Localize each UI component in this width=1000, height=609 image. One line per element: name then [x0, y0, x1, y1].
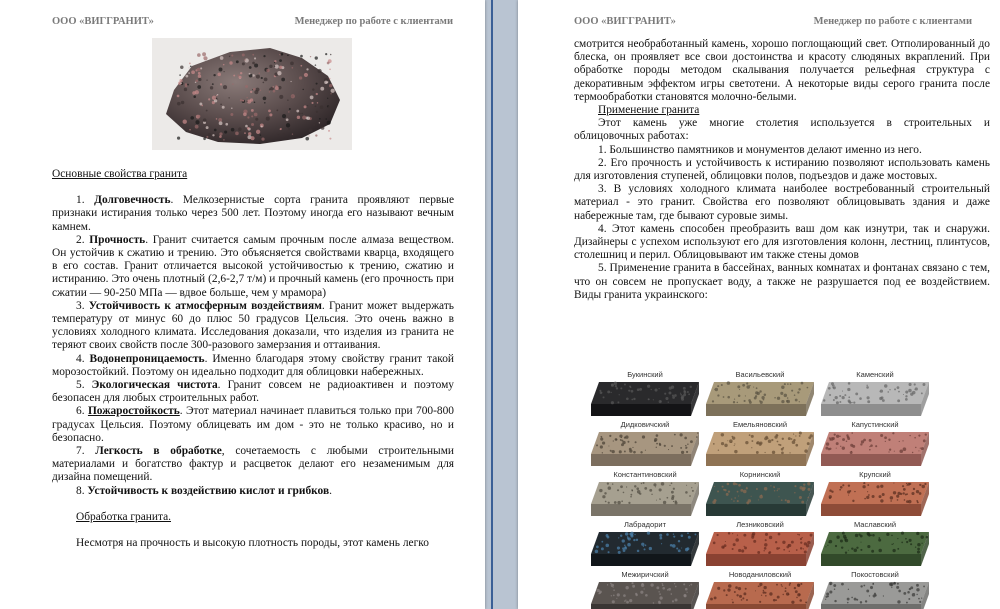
granite-slab-icon — [589, 480, 701, 518]
application-item: 4. Этот камень способен преобразить ваш дом как изнутри, так и снаружи. Дизайнеры с успехом используют его для изготовления колонн, лестниц, плинтусов, столешниц и перил. Облицовывают им также стены домов — [574, 222, 990, 262]
granite-tile-label: Дидковичский — [620, 420, 670, 429]
granite-tile-label: Покостовский — [851, 570, 899, 579]
page-divider — [491, 0, 493, 609]
granite-tile-label: Новоданиловский — [728, 570, 792, 579]
property-title: Устойчивость к атмосферным воздействиям — [88, 299, 322, 312]
property-description: . Гранит совсем не радиоактивен и поэтому безопасен для любых строительных работ. — [52, 379, 454, 405]
left-body-text — [52, 168, 454, 550]
continuation-paragraph: смотрится необработанный камень, хорошо поглощающий свет. Отполированный до блеска, он проявляет все свои достоинства и красоту слюдяных вкраплений. При обработке породы методом скалывания получается рельефная структура с декоративным эффектом игры светотени. А некоторые виды серого гранита после термообработки становятся молочно-белыми. — [574, 38, 990, 103]
granite-tile — [704, 470, 816, 527]
granite-tile-label: Маславский — [853, 520, 897, 529]
property-item — [52, 445, 454, 485]
granite-slab-icon — [589, 430, 701, 468]
property-number: 1. — [76, 194, 95, 207]
granite-slab-icon — [704, 480, 816, 518]
granite-slab-icon — [819, 380, 931, 418]
application-item: 3. В условиях холодного климата наиболее востребованный строительный материал - это гранит. Свойства его позволяют облицовывать здания и даже набережные там, где бывают суровые зимы. — [574, 183, 990, 222]
property-number: 5. — [76, 379, 92, 392]
property-item — [52, 300, 454, 353]
granite-slab-icon — [819, 430, 931, 468]
property-number: 7. — [76, 445, 96, 458]
granite-tile-label: Лезниковский — [736, 520, 784, 529]
granite-slab-icon — [819, 480, 931, 518]
property-title: Долговечность — [94, 194, 171, 207]
property-description: . Гранит может выдержать температуру от минус 60 до плюс 50 градусов Цельсия. Это очень важно в условиях холодного климата. Исследования доказали, что изделия из гранита не теряют своих свойств после 300-разового замерзания и оттаивания. — [52, 299, 454, 352]
granite-tile-label: Константиновский — [613, 470, 677, 479]
granite-tile — [704, 520, 816, 577]
application-item: 5. Применение гранита в бассейнах, ванных комнатах и фонтанах связано с тем, что он совсем не пропускает воду, а также не разрушается под ее воздействием. Виды гранита украинского: — [574, 262, 990, 301]
granite-types-grid — [589, 370, 931, 609]
granite-slab-icon — [589, 580, 701, 609]
property-title: Пожаростойкость — [87, 405, 180, 418]
application-intro: Этот камень уже многие столетия используется в строительных и облицовочных работах: — [574, 117, 990, 143]
granite-tile-label: Каменский — [856, 370, 894, 379]
application-item: 2. Его прочность и устойчивость к истиранию позволяют использовать камень для изготовления ступеней, облицовки полов, подъездов и даже мостовых. — [574, 156, 990, 183]
property-item — [52, 194, 454, 234]
properties-heading: Основные свойства гранита — [52, 168, 188, 180]
header-role: Менеджер по работе с клиентами — [294, 16, 453, 27]
property-item — [52, 353, 454, 379]
properties-list — [52, 194, 454, 498]
header-company: ООО «ВИГГРАНИТ» — [52, 16, 154, 27]
granite-tile-label: Межиричский — [621, 570, 669, 579]
property-description: . Мелкозернистые сорта гранита проявляют первые признаки истирания только через 500 лет. Поэтому иногда его называют вечным камнем. — [52, 194, 455, 233]
granite-slab-icon — [704, 380, 816, 418]
granite-tile — [819, 470, 931, 527]
property-title: Водонепроницаемость — [89, 352, 205, 365]
property-title: Экологическая чистота — [91, 379, 218, 392]
granite-tile — [819, 520, 931, 577]
granite-tile — [819, 370, 931, 427]
granite-tile-label: Капустинский — [851, 420, 899, 429]
granite-slab-icon — [704, 530, 816, 568]
granite-tile-label: Лабрадорит — [623, 520, 667, 529]
granite-slab-icon — [589, 380, 701, 418]
page-gutter — [485, 0, 518, 609]
property-number: 8. — [76, 484, 88, 497]
property-number: 3. — [76, 299, 89, 312]
property-description: . Этот материал начинает плавиться только при 700-800 градусах Цельсия. Поэтому облицевать им дом - это не только красиво, но и безопасно. — [52, 405, 454, 444]
property-description: . — [329, 484, 332, 497]
property-number: 4. — [76, 352, 90, 365]
granite-slab-icon — [819, 580, 931, 609]
granite-tile-label: Букинский — [627, 370, 663, 379]
granite-tile — [819, 420, 931, 477]
granite-tile — [589, 470, 701, 527]
property-item — [52, 234, 454, 300]
document-page-left — [0, 0, 485, 609]
application-heading: Применение гранита — [598, 104, 700, 117]
granite-slab-icon — [589, 530, 701, 568]
granite-tile — [819, 570, 931, 609]
granite-tile — [704, 420, 816, 477]
property-item — [52, 485, 454, 498]
property-title: Прочность — [89, 233, 146, 246]
granite-tile — [589, 420, 701, 477]
property-item — [52, 379, 454, 405]
property-description: , сочетаемость с любыми строительными материалами и богатство фактур и расцветок делают его незаменимым для дизайна помещений. — [52, 445, 455, 484]
granite-slab-icon — [704, 580, 816, 609]
property-title: Устойчивость к воздействию кислот и грибков — [87, 484, 330, 497]
granite-slab-icon — [704, 430, 816, 468]
granite-tile-label: Васильевский — [735, 370, 785, 379]
header-company-right: ООО «ВИГГРАНИТ» — [574, 16, 676, 27]
processing-paragraph: Несмотря на прочность и высокую плотность породы, этот камень легко — [76, 537, 429, 550]
granite-tile-label: Крупский — [859, 470, 891, 479]
granite-tile — [589, 520, 701, 577]
processing-heading: Обработка гранита. — [76, 510, 171, 523]
property-description: . Гранит считается самым прочным после алмаза веществом. Он устойчив к сжатию и трению. Это объясняется свойствами кварца, входящего в его состав. Гранит отличается высокой устойчивостью к трению, сжатию и истиранию. Это очень плотный (2,6-2,7 т/м) и прочный камень (его прочность при сжатии — 90-250 МПа — вдвое больше, чем у мрамора) — [52, 233, 455, 299]
property-number: 6. — [76, 405, 88, 418]
granite-tile-label: Емельяновский — [732, 420, 788, 429]
header-role-right: Менеджер по работе с клиентами — [813, 16, 972, 27]
property-title: Легкость в обработке — [95, 445, 222, 458]
granite-tile — [589, 570, 701, 609]
granite-rock-image — [152, 38, 352, 150]
granite-tile-label: Корнинский — [739, 470, 781, 479]
right-body-text — [574, 38, 990, 302]
property-number: 2. — [76, 233, 90, 246]
granite-tile — [589, 370, 701, 427]
granite-slab-icon — [819, 530, 931, 568]
granite-tile — [704, 370, 816, 427]
property-description: . Именно благодаря этому свойству гранит такой морозостойкий. Поэтому он идеально подходит для облицовки набережных. — [52, 352, 455, 378]
application-list — [574, 144, 990, 302]
application-item: 1. Большинство памятников и монументов делают именно из него. — [598, 143, 922, 156]
property-item — [52, 405, 454, 445]
granite-tile — [704, 570, 816, 609]
